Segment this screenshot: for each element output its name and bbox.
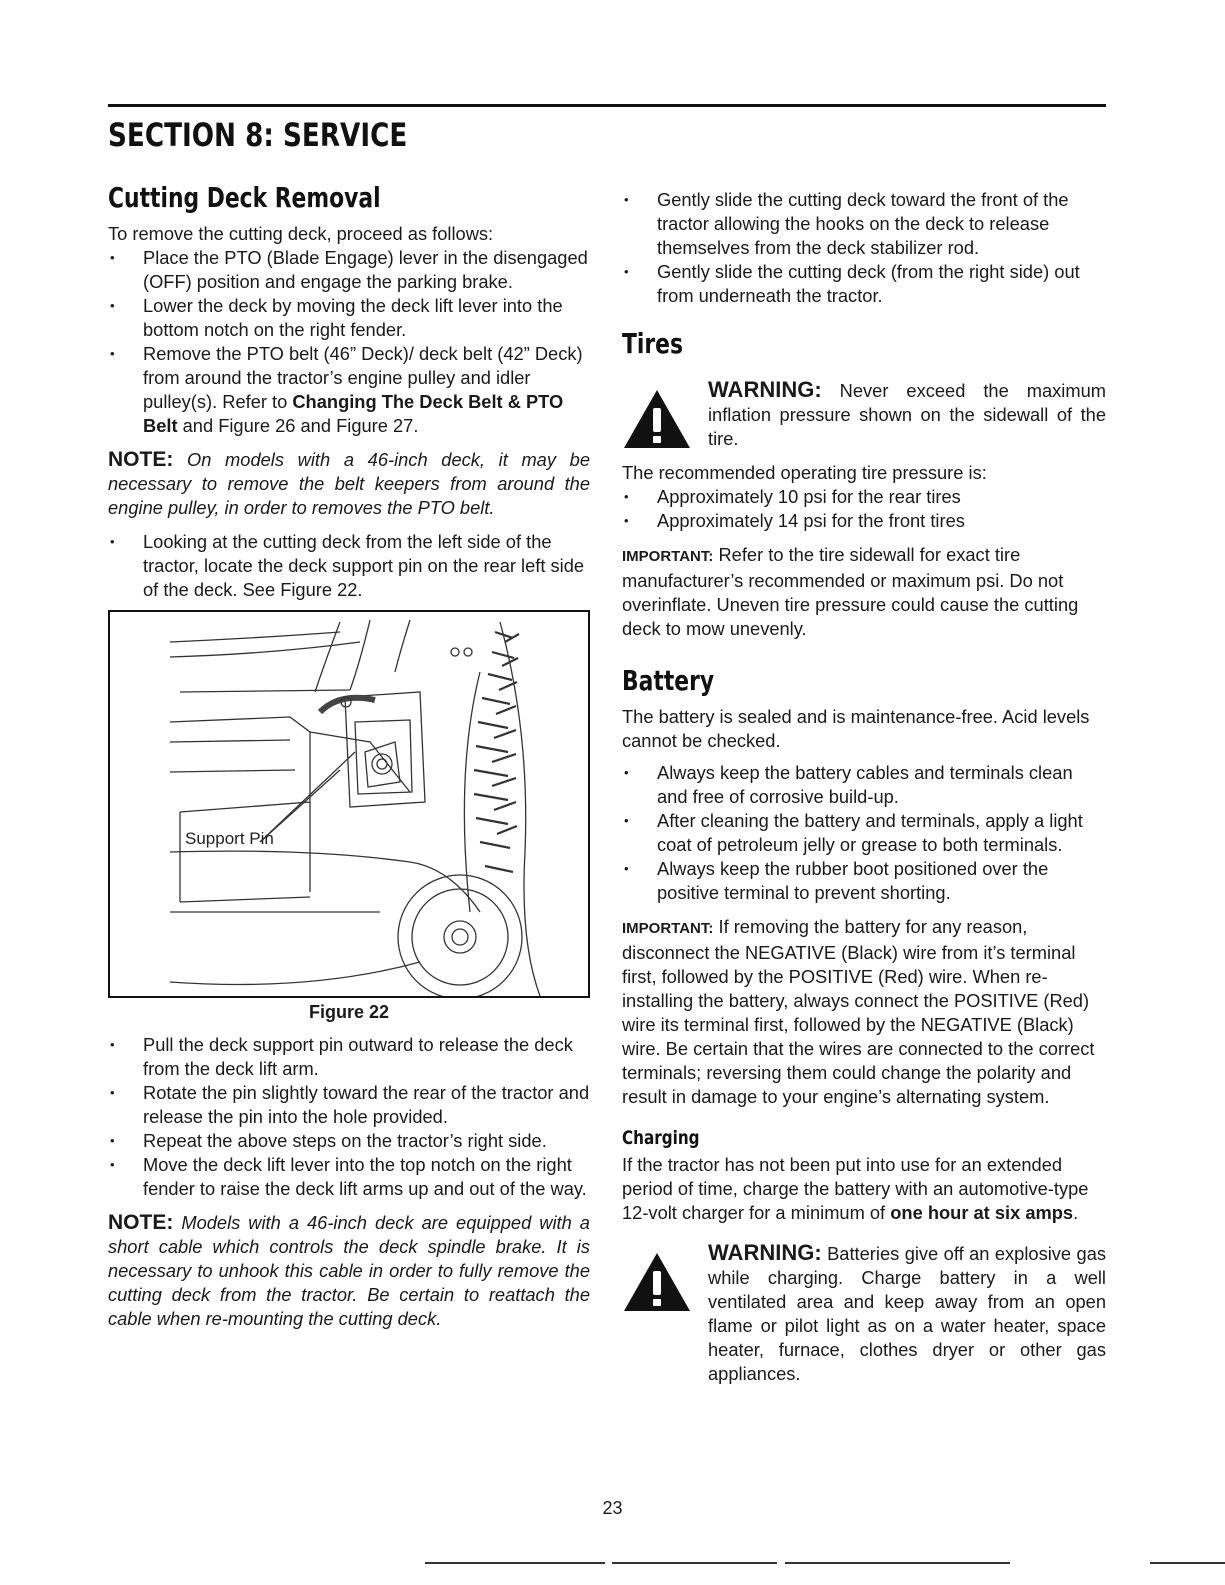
list-item: • Lower the deck by moving the deck lift lever into the bottom notch on the right fender.: [108, 294, 590, 342]
note-block: [108, 448, 590, 520]
intro-text: To remove the cutting deck, proceed as follows:: [108, 223, 494, 244]
header-rule: [108, 104, 1106, 107]
battery-care-list: [622, 761, 1106, 905]
tire-pressure-list: [622, 485, 1106, 533]
list-item: • Rotate the pin slightly toward the rear of the tractor and release the pin into the hole provided.: [108, 1081, 590, 1129]
figure-22: [108, 610, 590, 998]
list-item: • After cleaning the battery and terminals, apply a light coat of petroleum jelly or grease to both terminals.: [622, 809, 1106, 857]
charging-text-part: .: [1073, 1202, 1079, 1223]
warning-triangle-icon: [622, 388, 692, 450]
warning-label: WARNING:: [708, 1240, 822, 1265]
tire-pressure-intro: The recommended operating tire pressure is:: [622, 462, 987, 483]
battery-heading: Battery: [622, 664, 715, 697]
battery-intro: The battery is sealed and is maintenance-free. Acid levels cannot be checked.: [622, 706, 1090, 751]
list-item: • Looking at the cutting deck from the left side of the tractor, locate the deck support pin on the rear left side of the deck. See Figure 22.: [108, 530, 590, 602]
tires-heading: Tires: [622, 327, 683, 360]
charging-heading: Charging: [622, 1127, 700, 1149]
list-item: • Always keep the rubber boot positioned over the positive terminal to prevent shorting.: [622, 857, 1106, 905]
important-label: IMPORTANT:: [622, 920, 714, 937]
list-item: • Approximately 10 psi for the rear tires: [622, 485, 1106, 509]
note-text: On models with a 46-inch deck, it may be necessary to remove the belt keepers from around the engine pulley, in order to removes the PTO belt.: [108, 449, 590, 518]
warning-text: Batteries give off an explosive gas while charging. Charge battery in a well ventilated area and keep away from an open flame or pilot light as on a water heater, space heater, furnace, clothes dryer or other gas appliances.: [708, 1243, 1106, 1384]
charging-text-part: If the tractor has not been put into use for an extended period of time, charge the battery with an automotive-type 12-volt charger for a minimum of: [622, 1154, 1089, 1223]
important-block: [622, 915, 1106, 1109]
list-item: • Always keep the battery cables and terminals clean and free of corrosive build-up.: [622, 761, 1106, 809]
note-label: NOTE:: [108, 448, 174, 471]
list-item-text: Remove the PTO belt (46” Deck)/ deck belt (42” Deck) from around the tractor’s engine pulley and idler pulley(s). Refer to: [143, 343, 583, 412]
warning-triangle-icon: [622, 1251, 692, 1313]
battery-warning: [622, 1241, 1106, 1386]
list-item: • Gently slide the cutting deck (from the right side) out from underneath the tractor.: [622, 260, 1106, 308]
left-column: [108, 180, 590, 1331]
important-label: IMPORTANT:: [622, 548, 714, 565]
removal-steps-list: [108, 1033, 590, 1201]
scan-artifact-line: [425, 1562, 605, 1564]
scan-artifact-line: [785, 1562, 1010, 1564]
warning-text: Never exceed the maximum inflation pressure shown on the sidewall of the tire.: [708, 380, 1106, 449]
removal-steps-list: [108, 246, 590, 438]
note-label: NOTE:: [108, 1211, 174, 1234]
important-block: [622, 543, 1106, 641]
note-text: Models with a 46-inch deck are equipped with a short cable which controls the deck spindle brake. It is necessary to unhook this cable in order to fully remove the cutting deck from the tractor. Be certain to reattach the cable when re-mounting the cutting deck.: [108, 1212, 590, 1329]
removal-steps-list: [108, 530, 590, 602]
important-text: Refer to the tire sidewall for exact tire manufacturer’s recommended or maximum psi. Do not overinflate. Uneven tire pressure could cause the cutting deck to mow unevenly.: [622, 544, 1079, 639]
list-item: • Approximately 14 psi for the front tires: [622, 509, 1106, 533]
charging-emphasis: one hour at six amps: [890, 1202, 1074, 1223]
support-pin-callout: Support Pin: [185, 829, 274, 848]
section-title: SECTION 8: SERVICE: [108, 116, 408, 154]
important-text: If removing the battery for any reason, disconnect the NEGATIVE (Black) wire from it’s terminal first, followed by the POSITIVE (Red) wire. When re-installing the battery, always connect the POSITIVE (Red) wire its terminal first, followed by the NEGATIVE (Black) wire. Be certain that the wires are connected to the correct terminals; reversing them could change the polarity and result in damage to your engine’s alternating system.: [622, 916, 1095, 1107]
list-item: • Pull the deck support pin outward to release the deck from the deck lift arm.: [108, 1033, 590, 1081]
list-item-text: and Figure 26 and Figure 27.: [177, 415, 419, 436]
page-number: 23: [602, 1498, 623, 1518]
tire-warning: [622, 378, 1106, 451]
charging-text: [622, 1153, 1106, 1225]
deck-support-pin-illustration: [110, 612, 588, 996]
list-item: • Place the PTO (Blade Engage) lever in the disengaged (OFF) position and engage the parking brake.: [108, 246, 590, 294]
warning-label: WARNING:: [708, 377, 822, 402]
removal-steps-continued-list: [622, 188, 1106, 308]
scan-artifact-line: [612, 1562, 777, 1564]
right-column: [622, 180, 1106, 1396]
list-item: • Move the deck lift lever into the top notch on the right fender to raise the deck lift arms up and out of the way.: [108, 1153, 590, 1201]
list-item: [108, 342, 590, 438]
figure-caption: Figure 22: [308, 1002, 390, 1022]
note-block: [108, 1211, 590, 1331]
cutting-deck-removal-heading: Cutting Deck Removal: [108, 181, 381, 214]
cross-reference: Changing The Deck Belt & PTO Belt: [143, 391, 564, 436]
list-item: • Repeat the above steps on the tractor’s right side.: [108, 1129, 590, 1153]
scan-artifact-line: [1150, 1562, 1225, 1564]
list-item: • Gently slide the cutting deck toward the front of the tractor allowing the hooks on the deck to release themselves from the deck stabilizer rod.: [622, 188, 1106, 260]
